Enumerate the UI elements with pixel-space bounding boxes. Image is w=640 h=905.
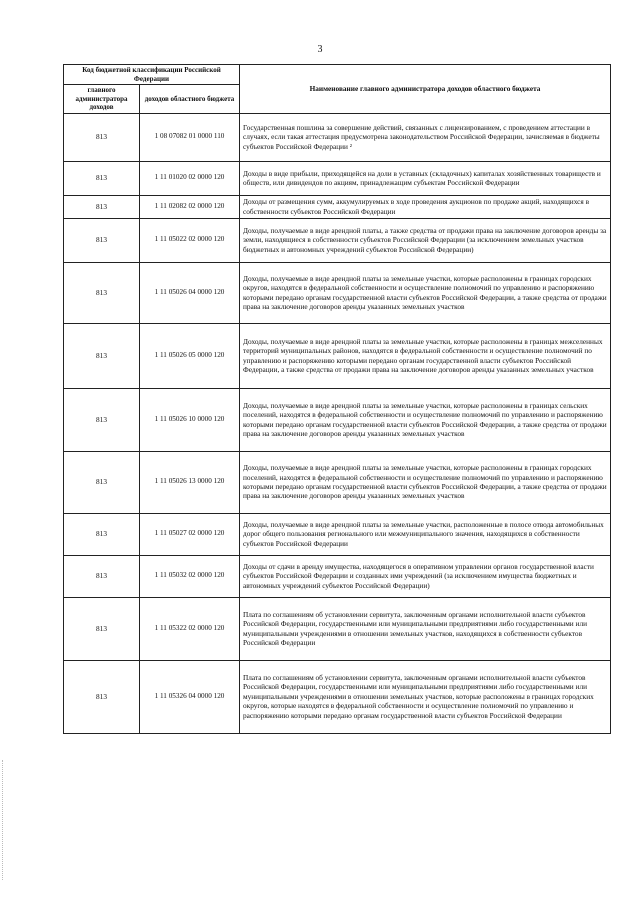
header-regional-revenue: доходов областного бюджета — [140, 85, 240, 114]
revenue-administrators-table — [63, 64, 611, 734]
admin-code-cell: 813 — [64, 195, 140, 218]
table-row — [64, 262, 611, 323]
revenue-name-cell: Доходы, получаемые в виде арендной платы за земельные участки, которые расположены в границах городских поселений, находятся в федеральной собственности и осуществление полномочий по управлению и распоряжению которыми передано органам государственной власти субъектов Российской Федерации, а также средства от продажи права на заключение договоров аренды указанных земельных участков — [240, 451, 611, 513]
admin-code-cell: 813 — [64, 218, 140, 262]
budget-code-cell: 1 11 05326 04 0000 120 — [140, 660, 240, 733]
admin-code-cell: 813 — [64, 555, 140, 597]
budget-code-cell: 1 11 05026 05 0000 120 — [140, 323, 240, 388]
table-row — [64, 388, 611, 451]
admin-code-cell: 813 — [64, 660, 140, 733]
admin-code-cell: 813 — [64, 323, 140, 388]
revenue-name-cell: Доходы, получаемые в виде арендной платы за земельные участки, которые расположены в границах сельских поселений, находятся в федеральной собственности и осуществление полномочий по управлению и распоряжению которыми передано органам государственной власти субъектов Российской Федерации, а также средства от продажи права на заключение договоров аренды указанных земельных участков — [240, 388, 611, 451]
revenue-name-cell: Доходы, получаемые в виде арендной платы за земельные участки, которые расположены в границах городских округов, находятся в федеральной собственности и осуществление полномочий по управлению и распоряжению которыми передано органам государственной власти субъектов Российской Федерации, а также средства от продажи права на заключение договоров аренды указанных земельных участков — [240, 262, 611, 323]
revenue-name-cell: Доходы, получаемые в виде арендной платы за земельные участки, которые расположены в границах межселенных территорий муниципальных районов, находятся в федеральной собственности и осуществление полномочий по управлению и распоряжению которыми передано органам государственной власти субъектов Российской Федерации, а также средства от продажи права на заключение договоров аренды указанных земельных участков — [240, 323, 611, 388]
budget-code-cell: 1 11 02082 02 0000 120 — [140, 195, 240, 218]
table-row — [64, 555, 611, 597]
budget-code-cell: 1 08 07082 01 0000 110 — [140, 113, 240, 161]
revenue-name-cell: Плата по соглашениям об установлении сервитута, заключенным органами исполнительной власти субъектов Российской Федерации, государственными или муниципальными предприятиями либо государственными или муниципальными учреждениями в отношении земельных участков, которые расположены в границах городских округов, которые находятся в федеральной собственности и осуществление полномочий по управлению и распоряжению которыми передано органам государственной власти субъектов Российской Федерации — [240, 660, 611, 733]
admin-code-cell: 813 — [64, 451, 140, 513]
table-row — [64, 451, 611, 513]
table-header-row — [64, 65, 611, 85]
revenue-name-cell: Плата по соглашениям об установлении сервитута, заключенным органами исполнительной власти субъектов Российской Федерации, государственными или муниципальными предприятиями либо государственными или муниципальными учреждениями в отношении земельных участков, находящихся в собственности субъектов Российской Федерации — [240, 597, 611, 660]
budget-code-cell: 1 11 05026 10 0000 120 — [140, 388, 240, 451]
budget-code-cell: 1 11 01020 02 0000 120 — [140, 161, 240, 195]
table-row — [64, 113, 611, 161]
header-administrator-name: Наименование главного администратора доходов областного бюджета — [240, 65, 611, 114]
admin-code-cell: 813 — [64, 388, 140, 451]
budget-code-cell: 1 11 05022 02 0000 120 — [140, 218, 240, 262]
table-row — [64, 161, 611, 195]
admin-code-cell: 813 — [64, 262, 140, 323]
budget-code-cell: 1 11 05026 13 0000 120 — [140, 451, 240, 513]
revenue-name-cell: Государственная пошлина за совершение действий, связанных с лицензированием, с проведением аттестации в случаях, если такая аттестация предусмотрена законодательством Российской Федерации, зачисляемая в бюджеты субъектов Российской Федерации ² — [240, 113, 611, 161]
table-row — [64, 218, 611, 262]
admin-code-cell: 813 — [64, 597, 140, 660]
revenue-name-cell: Доходы в виде прибыли, приходящейся на доли в уставных (складочных) капиталах хозяйственных товариществ и обществ, или дивидендов по акциям, принадлежащим субъектам Российской Федерации — [240, 161, 611, 195]
admin-code-cell: 813 — [64, 513, 140, 555]
budget-code-cell: 1 11 05026 04 0000 120 — [140, 262, 240, 323]
table-row — [64, 323, 611, 388]
header-main-administrator: главного администратора доходов — [64, 85, 140, 114]
admin-code-cell: 813 — [64, 161, 140, 195]
budget-code-cell: 1 11 05027 02 0000 120 — [140, 513, 240, 555]
table-row — [64, 660, 611, 733]
page-number: 3 — [317, 44, 323, 55]
revenue-name-cell: Доходы, получаемые в виде арендной платы за земельные участки, расположенные в полосе отвода автомобильных дорог общего пользования регионального или межмуниципального значения, находящихся в собственности субъектов Российской Федерации — [240, 513, 611, 555]
budget-code-cell: 1 11 05322 02 0000 120 — [140, 597, 240, 660]
budget-code-cell: 1 11 05032 02 0000 120 — [140, 555, 240, 597]
scan-margin-marks — [2, 760, 7, 880]
admin-code-cell: 813 — [64, 113, 140, 161]
header-classification-code: Код бюджетной классификации Российской Федерации — [64, 65, 240, 85]
revenue-name-cell: Доходы от размещения сумм, аккумулируемых в ходе проведения аукционов по продаже акций, находящихся в собственности субъектов Российской Федерации — [240, 195, 611, 218]
table-row — [64, 513, 611, 555]
table-row — [64, 597, 611, 660]
revenue-name-cell: Доходы, получаемые в виде арендной платы, а также средства от продажи права на заключение договоров аренды за земли, находящиеся в собственности субъектов Российской Федерации (за исключением земельных участков бюджетных и автономных учреждений субъектов Российской Федерации) — [240, 218, 611, 262]
table-row — [64, 195, 611, 218]
revenue-name-cell: Доходы от сдачи в аренду имущества, находящегося в оперативном управлении органов государственной власти субъектов Российской Федерации и созданных ими учреждений (за исключением имущества бюджетных и автономных учреждений субъектов Российской Федерации) — [240, 555, 611, 597]
